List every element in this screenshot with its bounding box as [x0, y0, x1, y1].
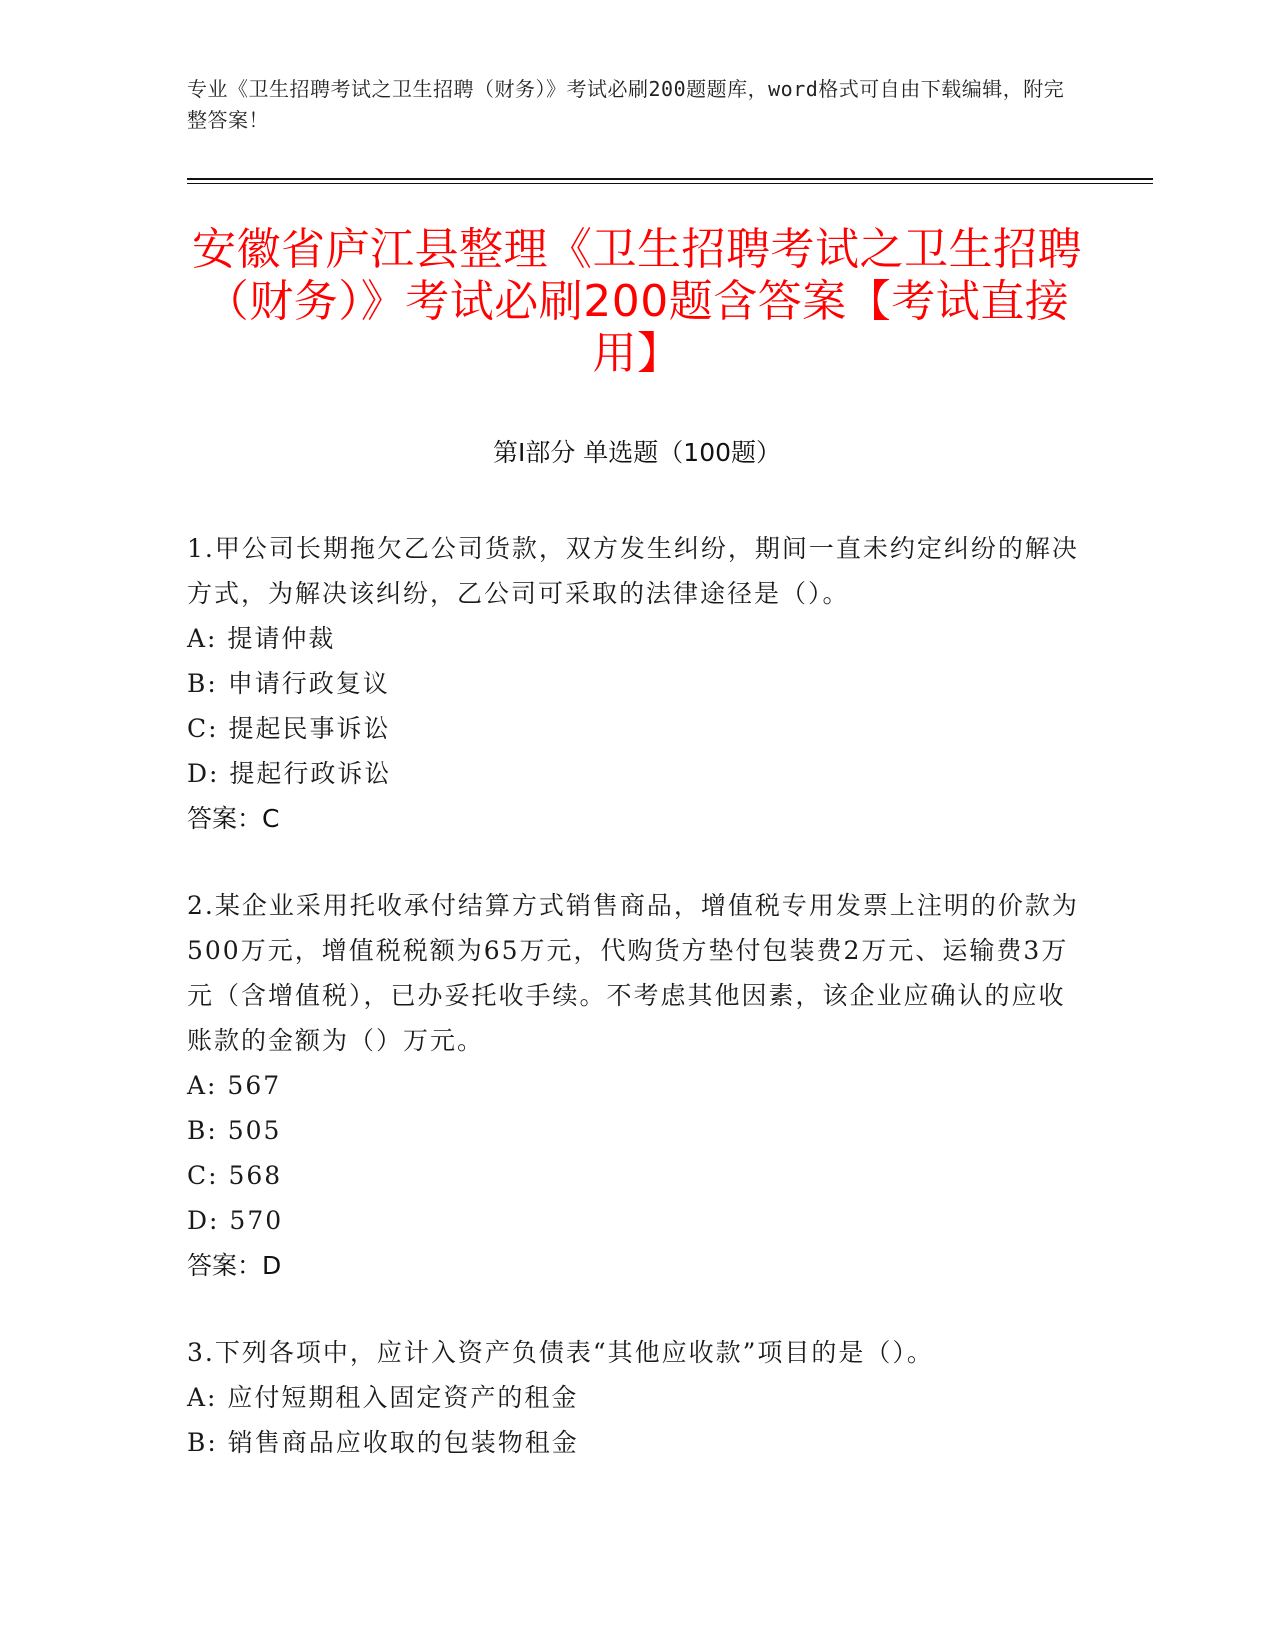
- question-option-a: A: 567: [187, 1071, 282, 1100]
- document-title: 安徽省庐江县整理《卫生招聘考试之卫生招聘（财务）》考试必刷200题含答案【考试直接用】: [192, 224, 1082, 379]
- header-note: 专业《卫生招聘考试之卫生招聘（财务）》考试必刷200题题库，word格式可自由下载编辑，附完整答案！: [187, 77, 1065, 132]
- question-1: [187, 526, 1087, 841]
- question-option-a: A: 提请仲裁: [187, 624, 336, 653]
- question-option-d: D: 570: [187, 1206, 284, 1235]
- question-option-d: D: 提起行政诉讼: [187, 759, 392, 788]
- question-stem: 2.某企业采用托收承付结算方式销售商品，增值税专用发票上注明的价款为500万元，增值税税额为65万元，代购货方垫付包装费2万元、运输费3万元（含增值税），已办妥托收手续。不考虑其他因素，该企业应确认的应收账款的金额为（）万元。: [187, 891, 1079, 1055]
- header-divider-thick: [187, 178, 1153, 180]
- header-divider-thin: [187, 183, 1153, 184]
- question-option-c: C: 提起民事诉讼: [187, 714, 391, 743]
- question-option-b: B: 申请行政复议: [187, 669, 390, 698]
- question-spacer: [187, 1288, 1087, 1330]
- section-heading: 第Ⅰ部分 单选题（100题）: [492, 438, 782, 467]
- question-list: [187, 526, 1087, 1465]
- question-2: [187, 883, 1087, 1288]
- question-option-a: A: 应付短期租入固定资产的租金: [187, 1383, 579, 1412]
- question-3: [187, 1330, 1087, 1465]
- question-stem: 1.甲公司长期拖欠乙公司货款，双方发生纠纷，期间一直未约定纠纷的解决方式，为解决该纠纷，乙公司可采取的法律途径是（）。: [187, 534, 1079, 608]
- question-stem: 3.下列各项中，应计入资产负债表“其他应收款”项目的是（）。: [187, 1338, 934, 1367]
- question-answer: 答案：C: [187, 804, 280, 833]
- question-option-c: C: 568: [187, 1161, 283, 1190]
- question-option-b: B: 销售商品应收取的包装物租金: [187, 1428, 579, 1457]
- question-option-b: B: 505: [187, 1116, 282, 1145]
- question-answer: 答案：D: [187, 1251, 282, 1280]
- question-spacer: [187, 841, 1087, 883]
